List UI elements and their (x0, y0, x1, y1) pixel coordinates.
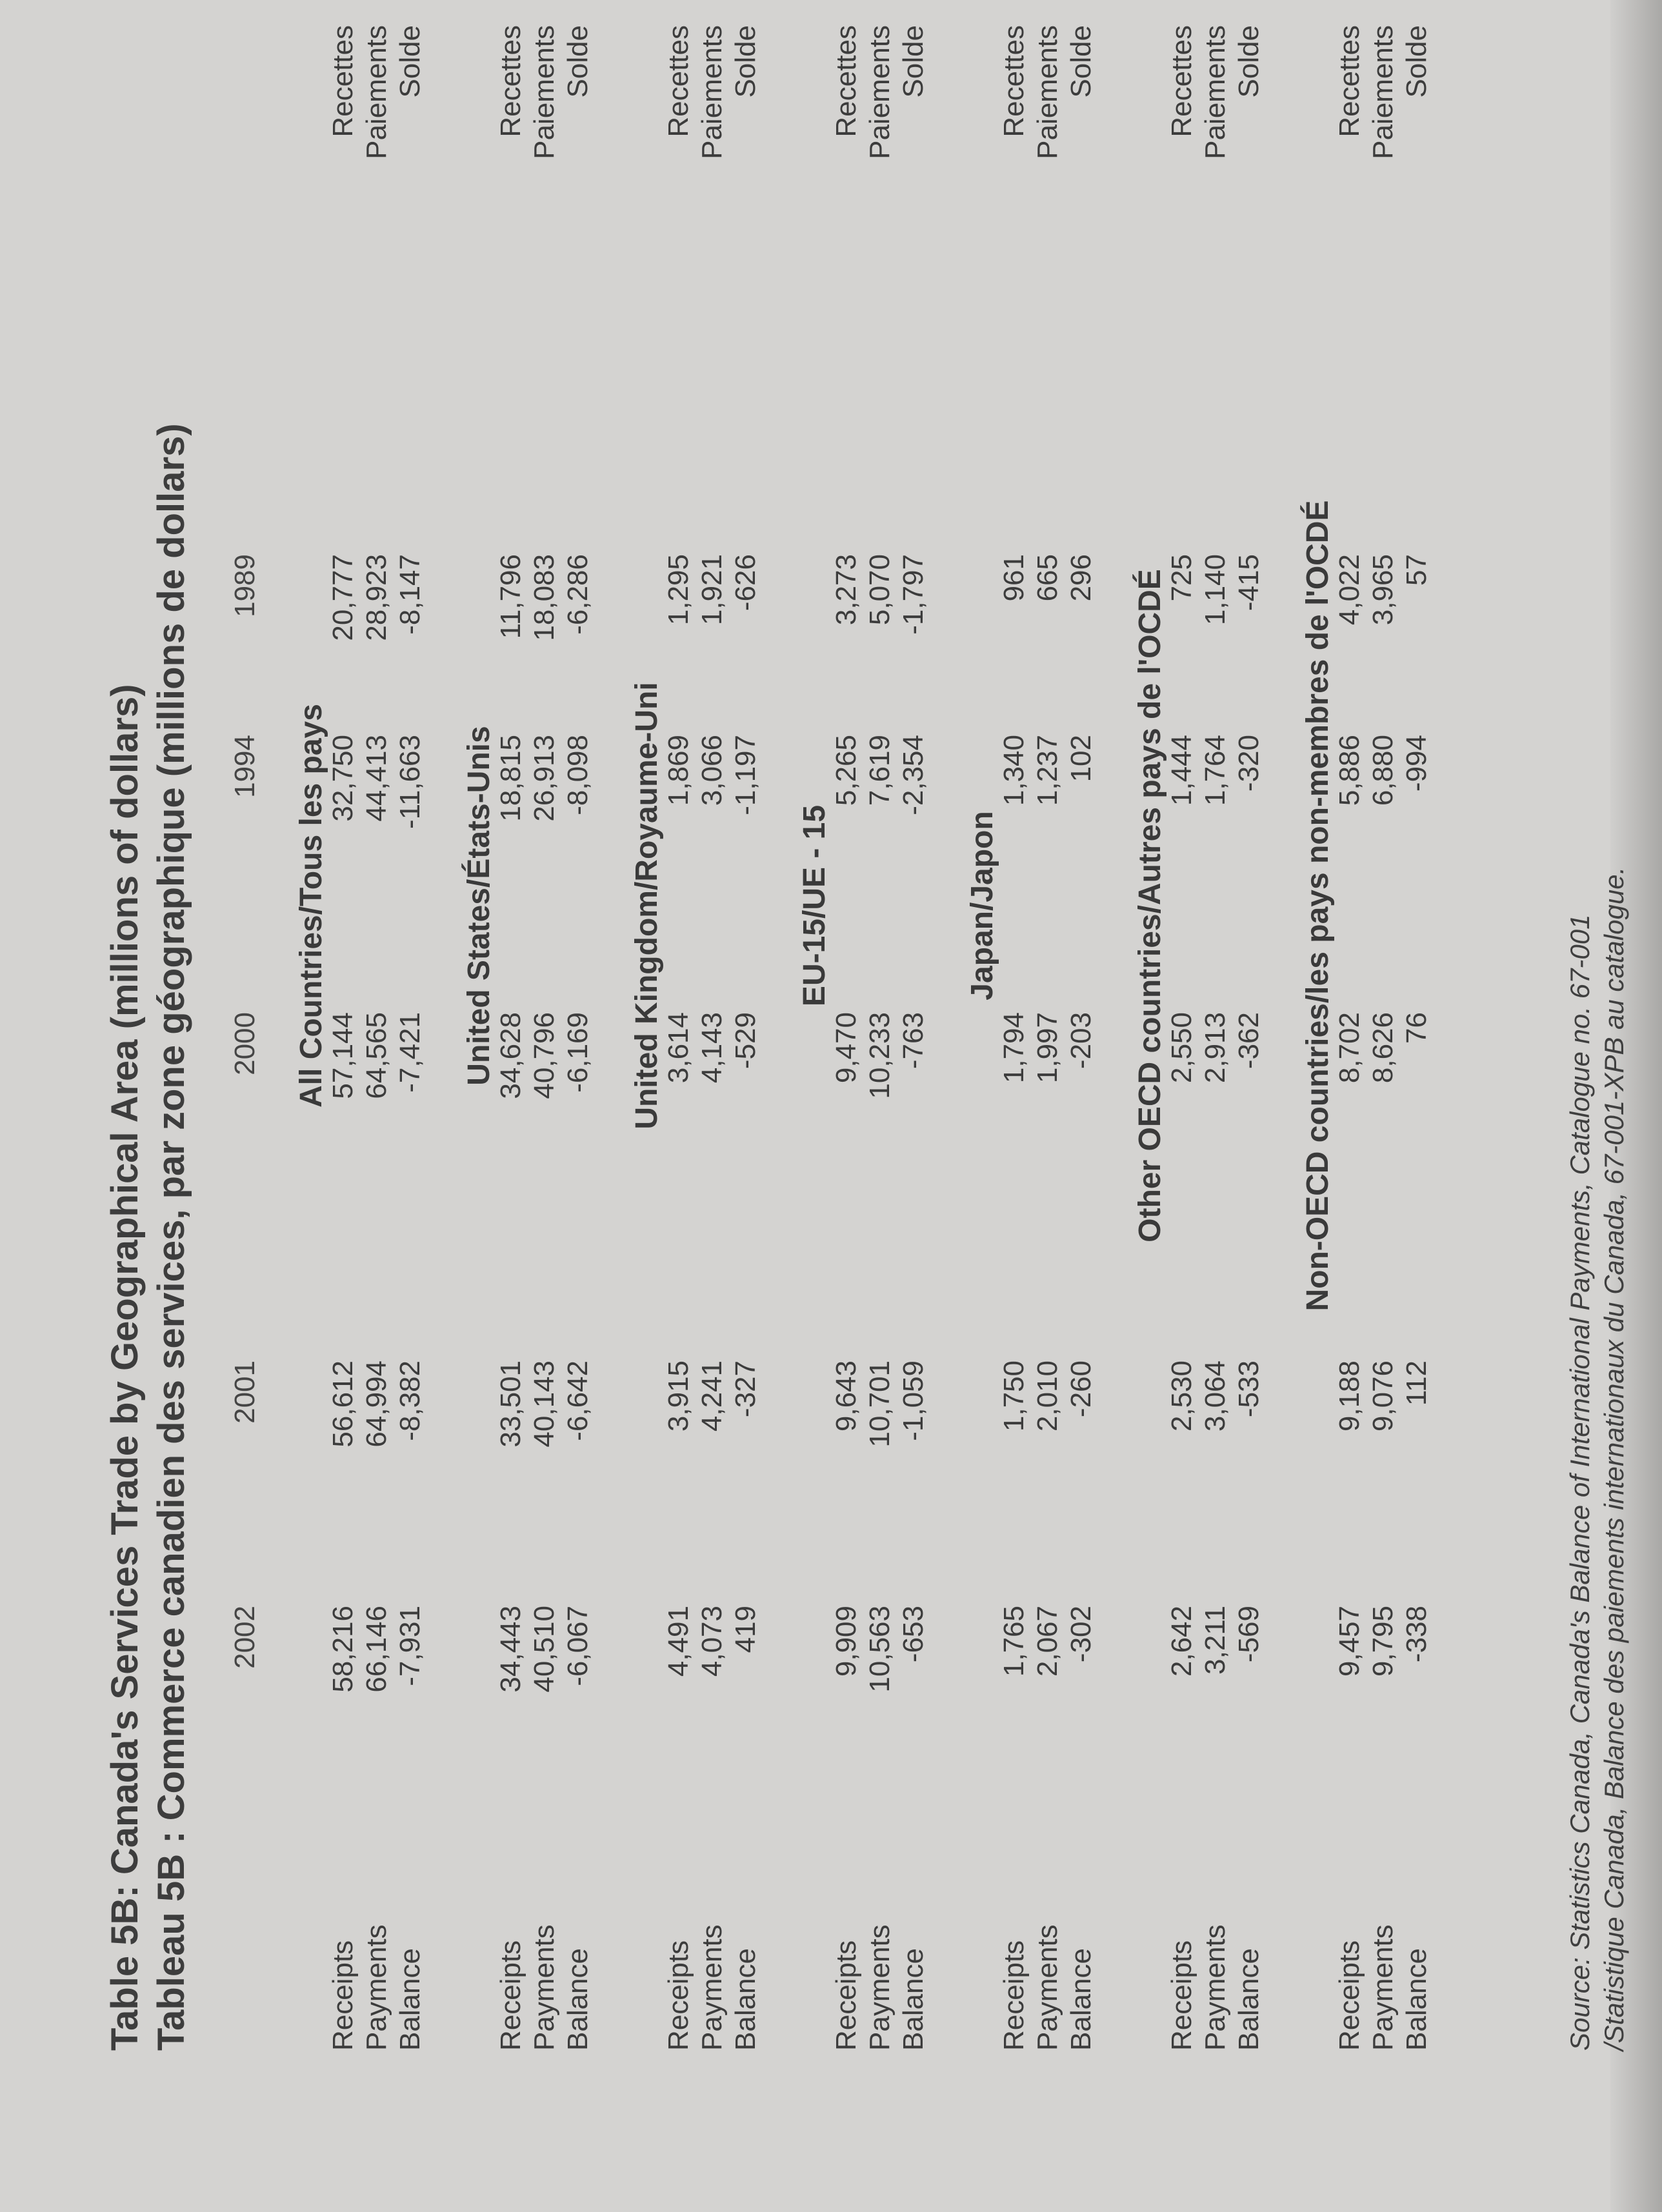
row-label-en: Payments (696, 1924, 728, 2051)
table-cell: 9,470 (830, 1012, 862, 1084)
section-title: Non-OECD countries/les pays non-membres de l'OCDÉ (1301, 500, 1335, 1311)
row-label-en: Payments (528, 1924, 560, 2051)
table-cell: 34,628 (495, 1012, 526, 1099)
table-cell: -260 (1065, 1360, 1097, 1418)
table-cell: -302 (1065, 1606, 1097, 1663)
table-cell: 58,216 (327, 1606, 359, 1693)
table-cell: 56,612 (327, 1360, 359, 1448)
table-cell: -529 (730, 1012, 761, 1070)
table-row (730, 0, 763, 2212)
table-cell: -1,197 (730, 735, 761, 815)
row-label-en: Balance (562, 1948, 594, 2051)
table-cell: 3,965 (1367, 554, 1399, 626)
table-cell: 57,144 (327, 1012, 359, 1099)
table-cell: 18,083 (528, 554, 560, 641)
table-cell: -6,286 (562, 554, 594, 635)
table-cell: 3,066 (696, 735, 728, 806)
table-cell: 28,923 (361, 554, 392, 641)
table-row (562, 0, 596, 2212)
table-cell: 34,443 (495, 1606, 526, 1693)
table-cell: 112 (1401, 1360, 1432, 1406)
row-label-en: Receipts (1166, 1940, 1197, 2051)
table-cell: 10,233 (864, 1012, 896, 1099)
table-row (528, 0, 562, 2212)
row-label-fr: Recettes (1334, 25, 1365, 137)
table-row (696, 0, 730, 2212)
table-cell: -7,421 (394, 1012, 426, 1093)
table-cell: -569 (1233, 1606, 1265, 1663)
row-label-en: Receipts (830, 1940, 862, 2051)
section-title: United States/États-Unis (462, 726, 496, 1086)
table-title-en: Table 5B: Canada's Services Trade by Geographical Area (millions of dollars) (104, 684, 146, 2051)
table-row (830, 0, 864, 2212)
year-header-1994: 1994 (229, 735, 261, 798)
row-label-en: Payments (864, 1924, 896, 2051)
table-row (1199, 0, 1233, 2212)
table-cell: 3,915 (663, 1360, 694, 1432)
table-cell: 1,750 (998, 1360, 1030, 1432)
section-title: Japan/Japon (965, 811, 999, 1001)
row-label-en: Receipts (495, 1940, 526, 2051)
section-title: All Countries/Tous les pays (294, 704, 328, 1108)
table-cell: 2,550 (1166, 1012, 1197, 1084)
row-label-en: Balance (1401, 1948, 1432, 2051)
row-label-fr: Paiements (528, 25, 560, 159)
table-title-fr: Tableau 5B : Commerce canadien des services, par zone géographique (millions de dollars) (150, 423, 192, 2051)
row-label-en: Balance (1065, 1948, 1097, 2051)
table-cell: 1,237 (1032, 735, 1063, 806)
row-label-en: Payments (361, 1924, 392, 2051)
table-cell: -1,797 (897, 554, 929, 635)
table-cell: 40,796 (528, 1012, 560, 1099)
row-label-en: Receipts (327, 1940, 359, 2051)
table-cell: 66,146 (361, 1606, 392, 1693)
table-cell: 3,273 (830, 554, 862, 626)
table-cell: 8,626 (1367, 1012, 1399, 1084)
table-cell: -362 (1233, 1012, 1265, 1070)
row-label-en: Payments (1367, 1924, 1399, 2051)
table-cell: -6,169 (562, 1012, 594, 1093)
table-cell: 18,815 (495, 735, 526, 822)
table-cell: 1,921 (696, 554, 728, 626)
table-cell: -7,931 (394, 1606, 426, 1686)
table-cell: 44,413 (361, 735, 392, 822)
table-row (361, 0, 394, 2212)
row-label-en: Balance (1233, 1948, 1265, 2051)
table-cell: -6,642 (562, 1360, 594, 1441)
table-cell: -2,354 (897, 735, 929, 815)
row-label-fr: Solde (1065, 25, 1097, 98)
year-header-2002: 2002 (229, 1606, 261, 1669)
table-row (864, 0, 897, 2212)
table-row (1166, 0, 1199, 2212)
table-cell: 4,073 (696, 1606, 728, 1677)
table-row (1065, 0, 1099, 2212)
table-cell: 8,702 (1334, 1012, 1365, 1084)
table-cell: 9,076 (1367, 1360, 1399, 1432)
row-label-en: Payments (1032, 1924, 1063, 2051)
table-cell: -338 (1401, 1606, 1432, 1663)
table-cell: -626 (730, 554, 761, 612)
table-cell: -327 (730, 1360, 761, 1418)
row-label-en: Receipts (1334, 1940, 1365, 2051)
table-cell: 2,530 (1166, 1360, 1197, 1432)
table-cell: 10,701 (864, 1360, 896, 1448)
table-cell: 4,491 (663, 1606, 694, 1677)
table-cell: 57 (1401, 554, 1432, 586)
table-cell: 26,913 (528, 735, 560, 822)
row-label-fr: Solde (394, 25, 426, 98)
table-cell: -533 (1233, 1360, 1265, 1418)
table-cell: 9,795 (1367, 1606, 1399, 1677)
row-label-fr: Solde (897, 25, 929, 98)
row-label-en: Balance (897, 1948, 929, 2051)
table-cell: 9,188 (1334, 1360, 1365, 1432)
table-cell: 419 (730, 1606, 761, 1653)
row-label-en: Payments (1199, 1924, 1231, 2051)
row-label-fr: Paiements (1032, 25, 1063, 159)
table-cell: 40,143 (528, 1360, 560, 1448)
table-cell: 5,886 (1334, 735, 1365, 806)
year-header-1989: 1989 (229, 554, 261, 617)
table-row (495, 0, 528, 2212)
table-cell: 7,619 (864, 735, 896, 806)
table-cell: 64,565 (361, 1012, 392, 1099)
table-row (327, 0, 361, 2212)
table-cell: 1,764 (1199, 735, 1231, 806)
row-label-fr: Recettes (495, 25, 526, 137)
table-cell: 40,510 (528, 1606, 560, 1693)
table-cell: -203 (1065, 1012, 1097, 1070)
section-title: EU-15/UE - 15 (797, 804, 832, 1007)
table-cell: 1,340 (998, 735, 1030, 806)
table-cell: 64,994 (361, 1360, 392, 1448)
table-cell: 3,614 (663, 1012, 694, 1084)
table-cell: 11,796 (495, 554, 526, 639)
row-label-fr: Recettes (830, 25, 862, 137)
table-cell: 9,643 (830, 1360, 862, 1432)
table-cell: 665 (1032, 554, 1063, 602)
table-cell: 9,909 (830, 1606, 862, 1677)
table-cell: -415 (1233, 554, 1265, 612)
row-label-fr: Recettes (663, 25, 694, 137)
row-label-fr: Recettes (1166, 25, 1197, 137)
table-row (1401, 0, 1434, 2212)
table-cell: 76 (1401, 1012, 1432, 1044)
row-label-fr: Solde (562, 25, 594, 98)
table-cell: 4,022 (1334, 554, 1365, 626)
table-cell: 725 (1166, 554, 1197, 602)
year-header-2001: 2001 (229, 1360, 261, 1424)
table-cell: -8,098 (562, 735, 594, 815)
table-cell: -763 (897, 1012, 929, 1070)
table-row (394, 0, 428, 2212)
table-row (1367, 0, 1401, 2212)
table-cell: 1,869 (663, 735, 694, 806)
table-cell: 1,295 (663, 554, 694, 626)
table-cell: 2,913 (1199, 1012, 1231, 1084)
table-cell: 33,501 (495, 1360, 526, 1448)
row-label-fr: Recettes (327, 25, 359, 137)
table-cell: -1,059 (897, 1360, 929, 1441)
table-row (1334, 0, 1367, 2212)
table-cell: 5,070 (864, 554, 896, 626)
table-cell: 32,750 (327, 735, 359, 822)
table-cell: 9,457 (1334, 1606, 1365, 1677)
table-cell: 961 (998, 554, 1030, 602)
table-cell: 2,642 (1166, 1606, 1197, 1677)
table-row (1233, 0, 1267, 2212)
table-cell: 1,997 (1032, 1012, 1063, 1084)
table-cell: 1,794 (998, 1012, 1030, 1084)
row-label-fr: Paiements (696, 25, 728, 159)
table-cell: 3,064 (1199, 1360, 1231, 1432)
row-label-fr: Solde (1401, 25, 1432, 98)
row-label-fr: Paiements (864, 25, 896, 159)
row-label-fr: Solde (1233, 25, 1265, 98)
row-label-fr: Paiements (361, 25, 392, 159)
table-cell: 3,211 (1199, 1606, 1231, 1675)
section-title: Other OECD countries/Autres pays de l'OCDÉ (1133, 569, 1167, 1242)
table-cell: 10,563 (864, 1606, 896, 1693)
table-cell: 5,265 (830, 735, 862, 806)
row-label-fr: Recettes (998, 25, 1030, 137)
table-cell: -653 (897, 1606, 929, 1663)
table-cell: 1,444 (1166, 735, 1197, 806)
table-row (897, 0, 931, 2212)
table-row (663, 0, 696, 2212)
row-label-fr: Solde (730, 25, 761, 98)
row-label-fr: Paiements (1367, 25, 1399, 159)
table-cell: -11,663 (394, 735, 426, 829)
table-cell: 1,140 (1199, 554, 1231, 626)
table-cell: -8,147 (394, 554, 426, 635)
table-cell: 1,765 (998, 1606, 1030, 1677)
table-cell: 296 (1065, 554, 1097, 602)
table-cell: -994 (1401, 735, 1432, 792)
row-label-en: Receipts (663, 1940, 694, 2051)
table-row (998, 0, 1032, 2212)
section-title: United Kingdom/Royaume-Uni (630, 682, 664, 1130)
table-cell: -8,382 (394, 1360, 426, 1441)
table-cell: -6,067 (562, 1606, 594, 1686)
table-cell: 20,777 (327, 554, 359, 641)
source-note-en: Source: Statistics Canada, Canada's Balance of International Payments, Catalogue no. 67-001 (1565, 914, 1595, 2051)
row-label-fr: Paiements (1199, 25, 1231, 159)
table-cell: 4,241 (696, 1360, 728, 1432)
year-header-2000: 2000 (229, 1012, 261, 1075)
table-cell: -320 (1233, 735, 1265, 792)
source-note-fr: /Statistique Canada, Balance des paiements internationaux du Canada, 67-001-XPB au catalogue. (1599, 866, 1629, 2051)
table-row (1032, 0, 1065, 2212)
table-cell: 2,010 (1032, 1360, 1063, 1432)
table-cell: 4,143 (696, 1012, 728, 1084)
row-label-en: Receipts (998, 1940, 1030, 2051)
table-cell: 2,067 (1032, 1606, 1063, 1677)
table-cell: 6,880 (1367, 735, 1399, 806)
table-cell: 102 (1065, 735, 1097, 782)
row-label-en: Balance (394, 1948, 426, 2051)
row-label-en: Balance (730, 1948, 761, 2051)
